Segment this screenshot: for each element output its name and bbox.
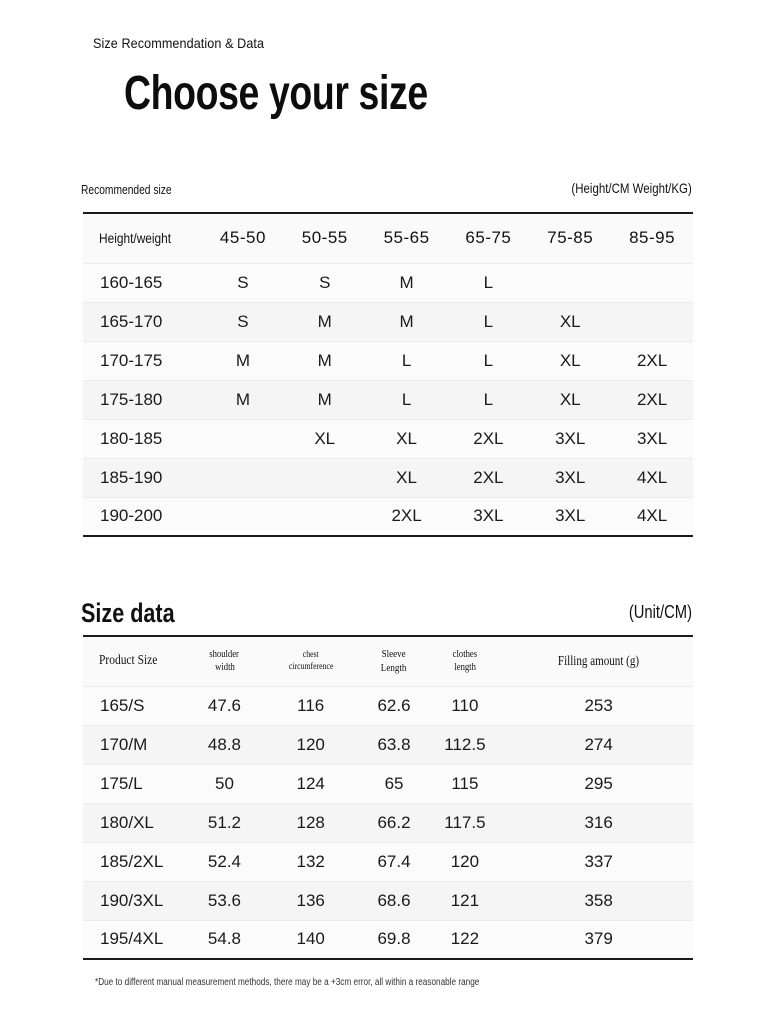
table-row: [83, 380, 693, 419]
measurement-cell: 122: [426, 920, 505, 959]
table-row: [83, 686, 693, 725]
table-row: [83, 881, 693, 920]
measurement-cell: 69.8: [362, 920, 425, 959]
filling-amount-header: Filling amount (g): [558, 653, 640, 669]
size-cell: L: [447, 263, 529, 302]
size-cell: 3XL: [611, 419, 693, 458]
measurement-cell: 128: [259, 803, 363, 842]
measurement-cell: 66.2: [362, 803, 425, 842]
size-cell: [611, 302, 693, 341]
size-cell: 2XL: [611, 380, 693, 419]
size-cell: [202, 497, 284, 536]
size-cell: [611, 263, 693, 302]
size-data-unit-label: (Unit/CM): [628, 602, 692, 622]
size-cell: 2XL: [447, 458, 529, 497]
size-cell: 4XL: [611, 497, 693, 536]
measurement-cell: 295: [504, 764, 693, 803]
measurement-cell: 51.2: [190, 803, 259, 842]
measurement-cell: 337: [504, 842, 693, 881]
size-cell: L: [447, 380, 529, 419]
table-row: [83, 302, 693, 341]
size-cell: 2XL: [366, 497, 448, 536]
size-data-title: Size data: [81, 598, 175, 628]
measurement-cell: 115: [426, 764, 505, 803]
product-size-cell: 170/M: [83, 725, 190, 764]
size-cell: M: [366, 302, 448, 341]
size-cell: M: [366, 263, 448, 302]
size-cell: L: [366, 380, 448, 419]
size-cell: [202, 419, 284, 458]
size-cell: [284, 497, 366, 536]
recommended-size-table: [83, 212, 693, 537]
measurement-cell: 136: [259, 881, 363, 920]
height-cell: 180-185: [83, 419, 202, 458]
measurement-cell: 65: [362, 764, 425, 803]
size-cell: S: [202, 263, 284, 302]
size-cell: XL: [366, 419, 448, 458]
measurement-cell: 112.5: [426, 725, 505, 764]
measurement-cell: 54.8: [190, 920, 259, 959]
size-cell: [284, 458, 366, 497]
product-size-cell: 180/XL: [83, 803, 190, 842]
height-cell: 170-175: [83, 341, 202, 380]
height-cell: 175-180: [83, 380, 202, 419]
table-row: [83, 341, 693, 380]
table-row: [83, 725, 693, 764]
recommended-unit-label: (Height/CM Weight/KG): [571, 180, 692, 196]
size-cell: S: [284, 263, 366, 302]
size-cell: L: [366, 341, 448, 380]
product-size-cell: 195/4XL: [83, 920, 190, 959]
size-cell: 4XL: [611, 458, 693, 497]
page-title: Choose your size: [124, 67, 428, 120]
table-row: [83, 497, 693, 536]
table-header-row: [83, 213, 693, 263]
section-label: Size Recommendation & Data: [93, 35, 265, 51]
measurement-cell: 379: [504, 920, 693, 959]
shoulder-width-header: shoulder width: [209, 648, 240, 674]
size-cell: XL: [366, 458, 448, 497]
table-row: [83, 263, 693, 302]
product-size-cell: 165/S: [83, 686, 190, 725]
measurement-cell: 50: [190, 764, 259, 803]
weight-column-header: 45-50: [219, 228, 266, 248]
measurement-cell: 120: [426, 842, 505, 881]
measurement-cell: 53.6: [190, 881, 259, 920]
weight-column-header: 50-55: [301, 228, 348, 248]
weight-column-header: 85-95: [629, 228, 676, 248]
size-cell: M: [284, 302, 366, 341]
measurement-cell: 47.6: [190, 686, 259, 725]
measurement-cell: 62.6: [362, 686, 425, 725]
table-row: [83, 803, 693, 842]
measurement-cell: 52.4: [190, 842, 259, 881]
size-cell: S: [202, 302, 284, 341]
height-cell: 185-190: [83, 458, 202, 497]
recommended-size-label: Recommended size: [81, 183, 172, 197]
measurement-cell: 316: [504, 803, 693, 842]
measurement-cell: 358: [504, 881, 693, 920]
product-size-header: Product Size: [99, 653, 158, 669]
size-cell: XL: [529, 380, 611, 419]
size-cell: 3XL: [529, 419, 611, 458]
measurement-cell: 121: [426, 881, 505, 920]
measurement-cell: 117.5: [426, 803, 505, 842]
size-cell: 2XL: [447, 419, 529, 458]
size-cell: 3XL: [447, 497, 529, 536]
size-cell: [529, 263, 611, 302]
size-cell: 3XL: [529, 458, 611, 497]
table-row: [83, 764, 693, 803]
size-cell: 2XL: [611, 341, 693, 380]
corner-header: Height/weight: [99, 230, 172, 247]
measurement-cell: 67.4: [362, 842, 425, 881]
weight-column-header: 75-85: [547, 228, 594, 248]
size-cell: XL: [529, 302, 611, 341]
product-size-cell: 190/3XL: [83, 881, 190, 920]
measurement-cell: 110: [426, 686, 505, 725]
measurement-cell: 68.6: [362, 881, 425, 920]
size-cell: M: [202, 380, 284, 419]
size-cell: M: [202, 341, 284, 380]
measurement-cell: 120: [259, 725, 363, 764]
weight-column-header: 65-75: [465, 228, 512, 248]
measurement-cell: 253: [504, 686, 693, 725]
table-row: [83, 458, 693, 497]
size-cell: L: [447, 341, 529, 380]
measurement-cell: 48.8: [190, 725, 259, 764]
height-cell: 190-200: [83, 497, 202, 536]
size-cell: M: [284, 380, 366, 419]
product-size-cell: 185/2XL: [83, 842, 190, 881]
height-cell: 160-165: [83, 263, 202, 302]
size-cell: 3XL: [529, 497, 611, 536]
size-data-table: [83, 635, 693, 960]
footnote: *Due to different manual measurement methods, there may be a +3cm error, all within a reasonable range: [95, 977, 480, 988]
size-cell: M: [284, 341, 366, 380]
measurement-cell: 124: [259, 764, 363, 803]
product-size-cell: 175/L: [83, 764, 190, 803]
size-cell: L: [447, 302, 529, 341]
chest-circumference-header: chest circumference: [288, 649, 333, 673]
size-cell: XL: [284, 419, 366, 458]
measurement-cell: 63.8: [362, 725, 425, 764]
table-header-row: [83, 636, 693, 686]
weight-column-header: 55-65: [383, 228, 430, 248]
measurement-cell: 132: [259, 842, 363, 881]
measurement-cell: 274: [504, 725, 693, 764]
measurement-cell: 116: [259, 686, 363, 725]
table-row: [83, 419, 693, 458]
size-cell: XL: [529, 341, 611, 380]
table-row: [83, 842, 693, 881]
height-cell: 165-170: [83, 302, 202, 341]
table-row: [83, 920, 693, 959]
measurement-cell: 140: [259, 920, 363, 959]
size-cell: [202, 458, 284, 497]
sleeve-length-header: Sleeve Length: [381, 647, 407, 675]
clothes-length-header: clothes length: [452, 648, 478, 674]
